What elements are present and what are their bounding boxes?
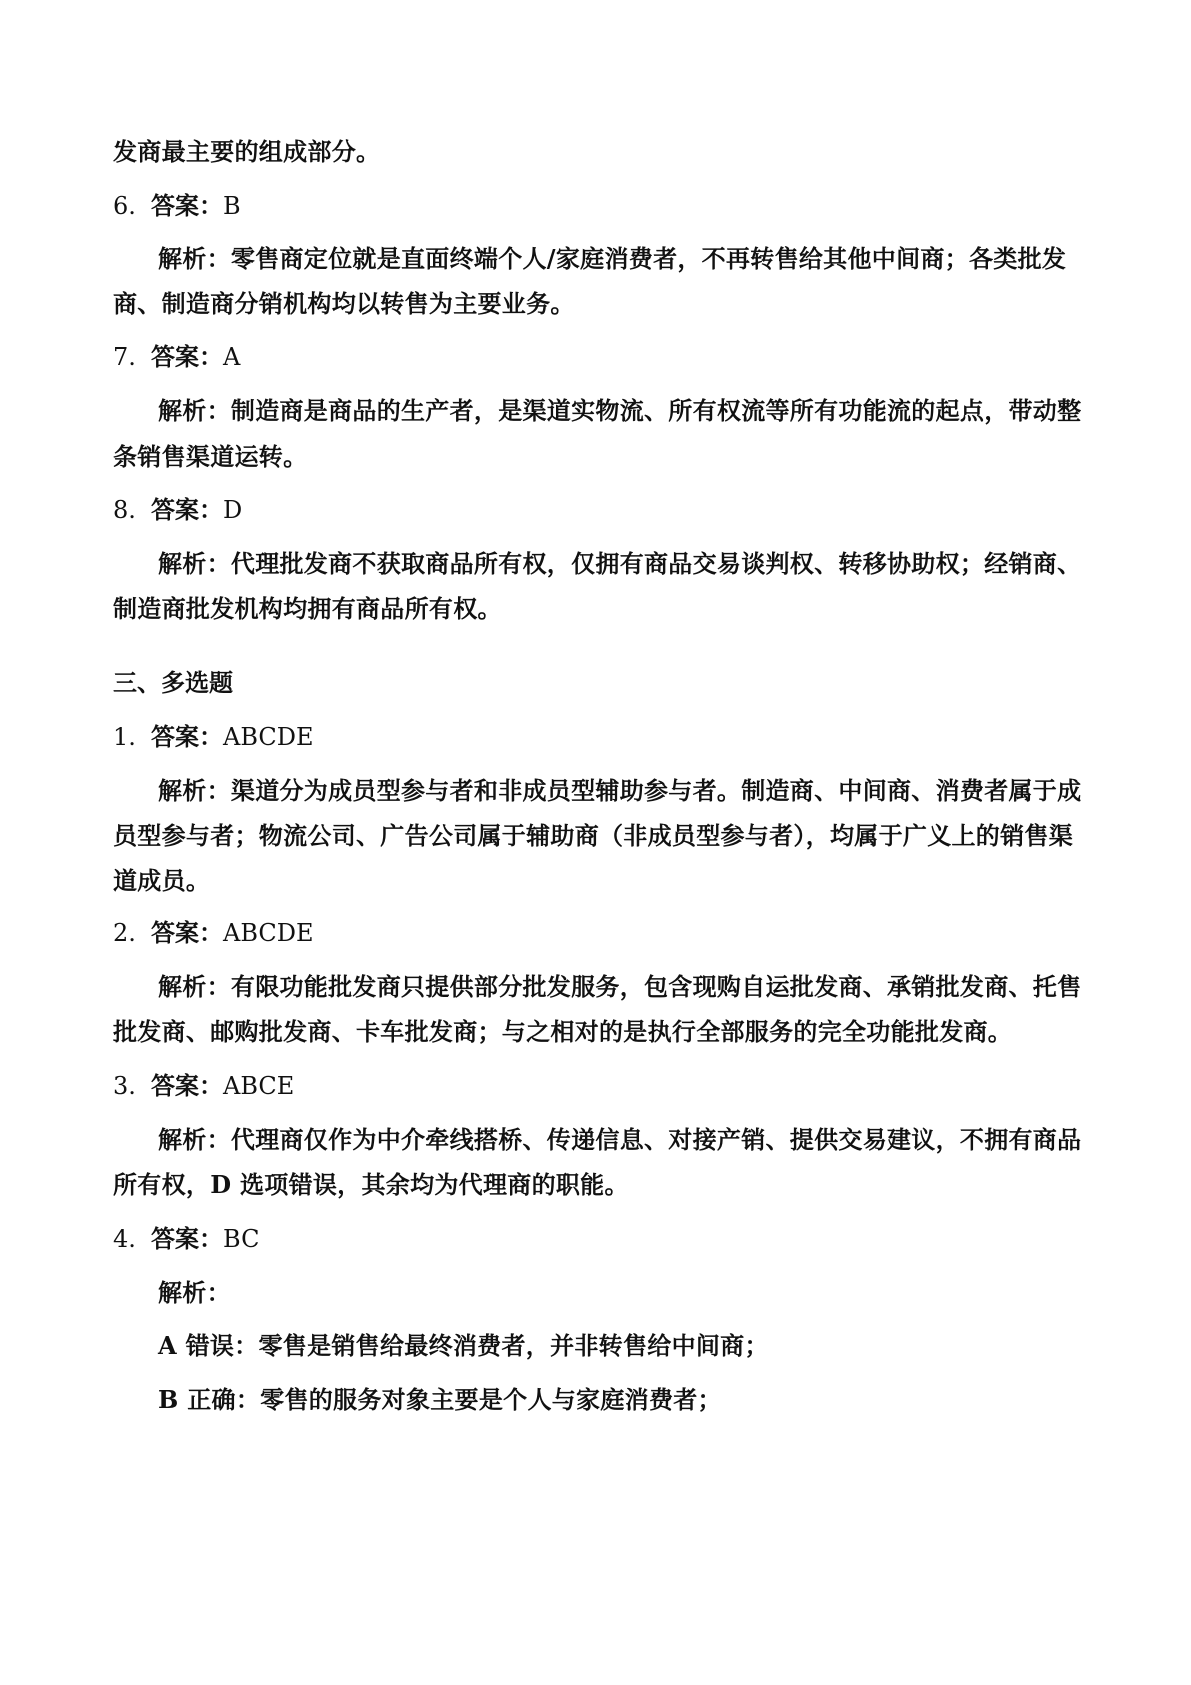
question-number: 4. <box>113 1225 136 1253</box>
explanation-line: 解析：渠道分为成员型参与者和非成员型辅助参与者。制造商、中间商、消费者属于成 <box>158 776 1082 805</box>
answer-value: ABCE <box>223 1072 295 1100</box>
answer-value: ABCDE <box>223 723 314 751</box>
explanation-line: 商、制造商分销机构均以转售为主要业务。 <box>113 289 575 318</box>
explanation-line: 解析：制造商是商品的生产者，是渠道实物流、所有权流等所有功能流的起点，带动整 <box>158 396 1082 425</box>
explanation-line: 制造商批发机构均拥有商品所有权。 <box>113 594 502 623</box>
question-number: 7. <box>113 343 136 371</box>
answer-value: D <box>223 496 243 524</box>
answer-label: 答案： <box>151 918 223 947</box>
explanation-line: B 正确：零售的服务对象主要是个人与家庭消费者； <box>158 1385 722 1414</box>
question-number: 8. <box>113 496 136 524</box>
explanation-line: 批发商、邮购批发商、卡车批发商；与之相对的是执行全部服务的完全功能批发商。 <box>113 1017 1013 1046</box>
explanation-line: 解析：零售商定位就是直面终端个人/家庭消费者，不再转售给其他中间商；各类批发 <box>158 244 1067 273</box>
answer-line-q8 <box>113 495 242 525</box>
explanation-line: 解析：有限功能批发商只提供部分批发服务，包含现购自运批发商、承销批发商、托售 <box>158 972 1082 1001</box>
section-heading: 三、多选题 <box>113 668 233 697</box>
answer-label: 答案： <box>151 191 223 220</box>
explanation-line: 解析：代理商仅作为中介牵线搭桥、传递信息、对接产销、提供交易建议，不拥有商品 <box>158 1125 1082 1154</box>
answer-value: B <box>223 192 241 220</box>
explanation-line: 道成员。 <box>113 866 211 895</box>
answer-label: 答案： <box>151 342 223 371</box>
explanation-line: A 错误：零售是销售给最终消费者，并非转售给中间商； <box>158 1331 769 1360</box>
answer-line-m2 <box>113 918 314 948</box>
explanation-line: 解析： <box>158 1278 231 1307</box>
explanation-line: 所有权，D 选项错误，其余均为代理商的职能。 <box>113 1170 629 1199</box>
answer-value: ABCDE <box>223 919 314 947</box>
answer-value: BC <box>223 1225 260 1253</box>
question-number: 1. <box>113 723 136 751</box>
answer-line-q6 <box>113 191 241 221</box>
answer-line-m4 <box>113 1224 259 1254</box>
answer-label: 答案： <box>151 722 223 751</box>
explanation-line: 解析：代理批发商不获取商品所有权，仅拥有商品交易谈判权、转移协助权；经销商、 <box>158 549 1082 578</box>
text-line: 发商最主要的组成部分。 <box>113 137 381 166</box>
question-number: 2. <box>113 919 136 947</box>
answer-line-q7 <box>113 342 240 372</box>
answer-label: 答案： <box>151 495 223 524</box>
explanation-line: 条销售渠道运转。 <box>113 442 308 471</box>
answer-line-m1 <box>113 722 314 752</box>
explanation-line: 员型参与者；物流公司、广告公司属于辅助商（非成员型参与者），均属于广义上的销售渠 <box>113 821 1073 850</box>
answer-line-m3 <box>113 1071 294 1101</box>
answer-label: 答案： <box>151 1224 223 1253</box>
answer-value: A <box>223 343 241 371</box>
answer-label: 答案： <box>151 1071 223 1100</box>
question-number: 3. <box>113 1072 136 1100</box>
question-number: 6. <box>113 192 136 220</box>
